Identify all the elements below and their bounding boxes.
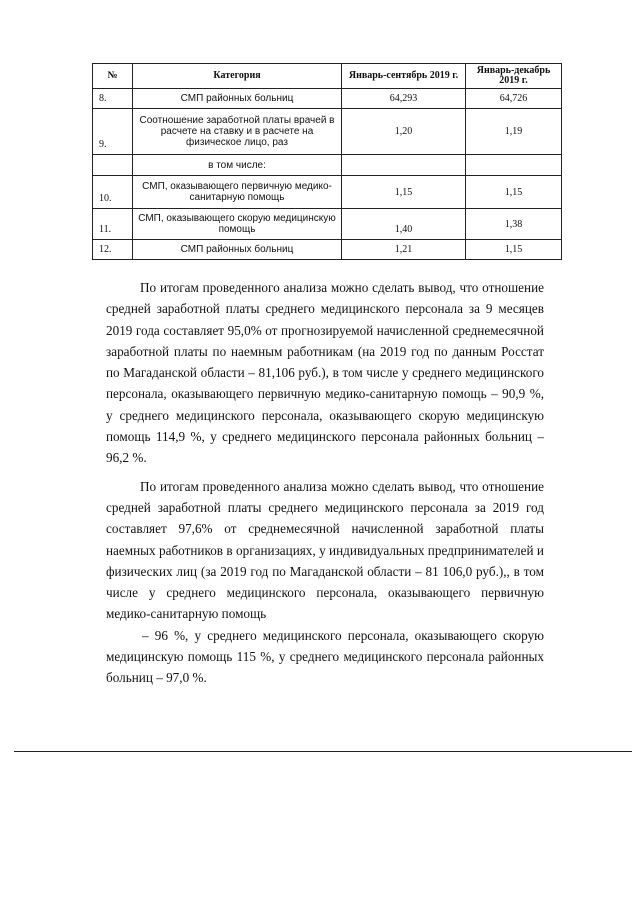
data-table (92, 63, 562, 260)
paragraph-continuation: – 96 %, у среднего медицинского персонала, оказывающего скорую медицинскую помощь 115 %, у среднего медицинского персонала районных больниц – 97,0 %. (106, 627, 544, 686)
table-row (93, 209, 562, 240)
cell-value-9m: 1,21 (342, 240, 466, 260)
cell-num (93, 176, 133, 209)
cell-value-12m: 1,15 (466, 240, 562, 260)
header-category: Категория (133, 64, 342, 89)
cell-num-text: 11. (99, 224, 112, 235)
cell-value-9m (342, 209, 466, 240)
footer-divider (14, 751, 632, 752)
table-row (93, 89, 562, 109)
cell-value-12m: 1,38 (466, 209, 562, 240)
cell-category: СМП районных больниц (133, 89, 342, 109)
cell-num: 8. (93, 89, 133, 109)
body-text (106, 277, 544, 689)
cell-num (93, 155, 133, 176)
paragraph-9-months: По итогам проведенного анализа можно сделать вывод, что отношение средней заработной платы среднего медицинского персонала за 9 месяцев 2019 года составляет 95,0% от прогнозируемой начисленной среднемесячной заработной платы по наемным работникам (на 2019 год по данным Росстат по Магаданской области – 81,106 руб.), в том числе у среднего медицинского персонала, оказывающего первичную медико-санитарную помощь – 90,9 %, у среднего медицинского персонала, оказывающего скорую медицинскую помощь 114,9 %, у среднего медицинского персонала районных больниц –96,2 %. (106, 280, 544, 466)
cell-category: СМП, оказывающего скорую медицинскую помощь (133, 209, 342, 240)
cell-num-text: 10. (99, 193, 112, 204)
header-period-12m: Январь-декабрь 2019 г. (466, 64, 562, 89)
cell-category: в том числе: (133, 155, 342, 176)
cell-value-9m: 1,15 (342, 176, 466, 209)
cell-category: СМП районных больниц (133, 240, 342, 260)
table-row (93, 155, 562, 176)
cell-value-12m (466, 155, 562, 176)
cell-value-text: 1,40 (394, 224, 413, 235)
cell-value-9m: 64,293 (342, 89, 466, 109)
header-period-9m: Январь-сентябрь 2019 г. (342, 64, 466, 89)
cell-value-9m: 1,20 (342, 109, 466, 155)
table-row (93, 240, 562, 260)
cell-num (93, 109, 133, 155)
cell-category: Соотношение заработной платы врачей в расчете на ставку и в расчете на физическое лицо, раз (133, 109, 342, 155)
cell-num-text: 9. (99, 139, 107, 150)
table-row (93, 109, 562, 155)
cell-value-12m: 1,19 (466, 109, 562, 155)
cell-value-12m: 64,726 (466, 89, 562, 109)
table-header-row (93, 64, 562, 89)
cell-value-9m (342, 155, 466, 176)
table-row (93, 176, 562, 209)
paragraph-full-year: По итогам проведенного анализа можно сделать вывод, что отношение средней заработной платы среднего медицинского персонала за 2019 год составляет 97,6% от среднемесячной начисленной заработной платы наемных работников в организациях, у индивидуальных предпринимателей и физических лиц (за 2019 год по Магаданской области – 81 106,0 руб.),, в том числе у среднего медицинского персонала, оказывающего первичную медико-санитарную помощь (106, 478, 544, 622)
cell-category: СМП, оказывающего первичную медико-санитарную помощь (133, 176, 342, 209)
cell-num: 12. (93, 240, 133, 260)
header-num: № (93, 64, 133, 89)
cell-value-12m: 1,15 (466, 176, 562, 209)
cell-num (93, 209, 133, 240)
